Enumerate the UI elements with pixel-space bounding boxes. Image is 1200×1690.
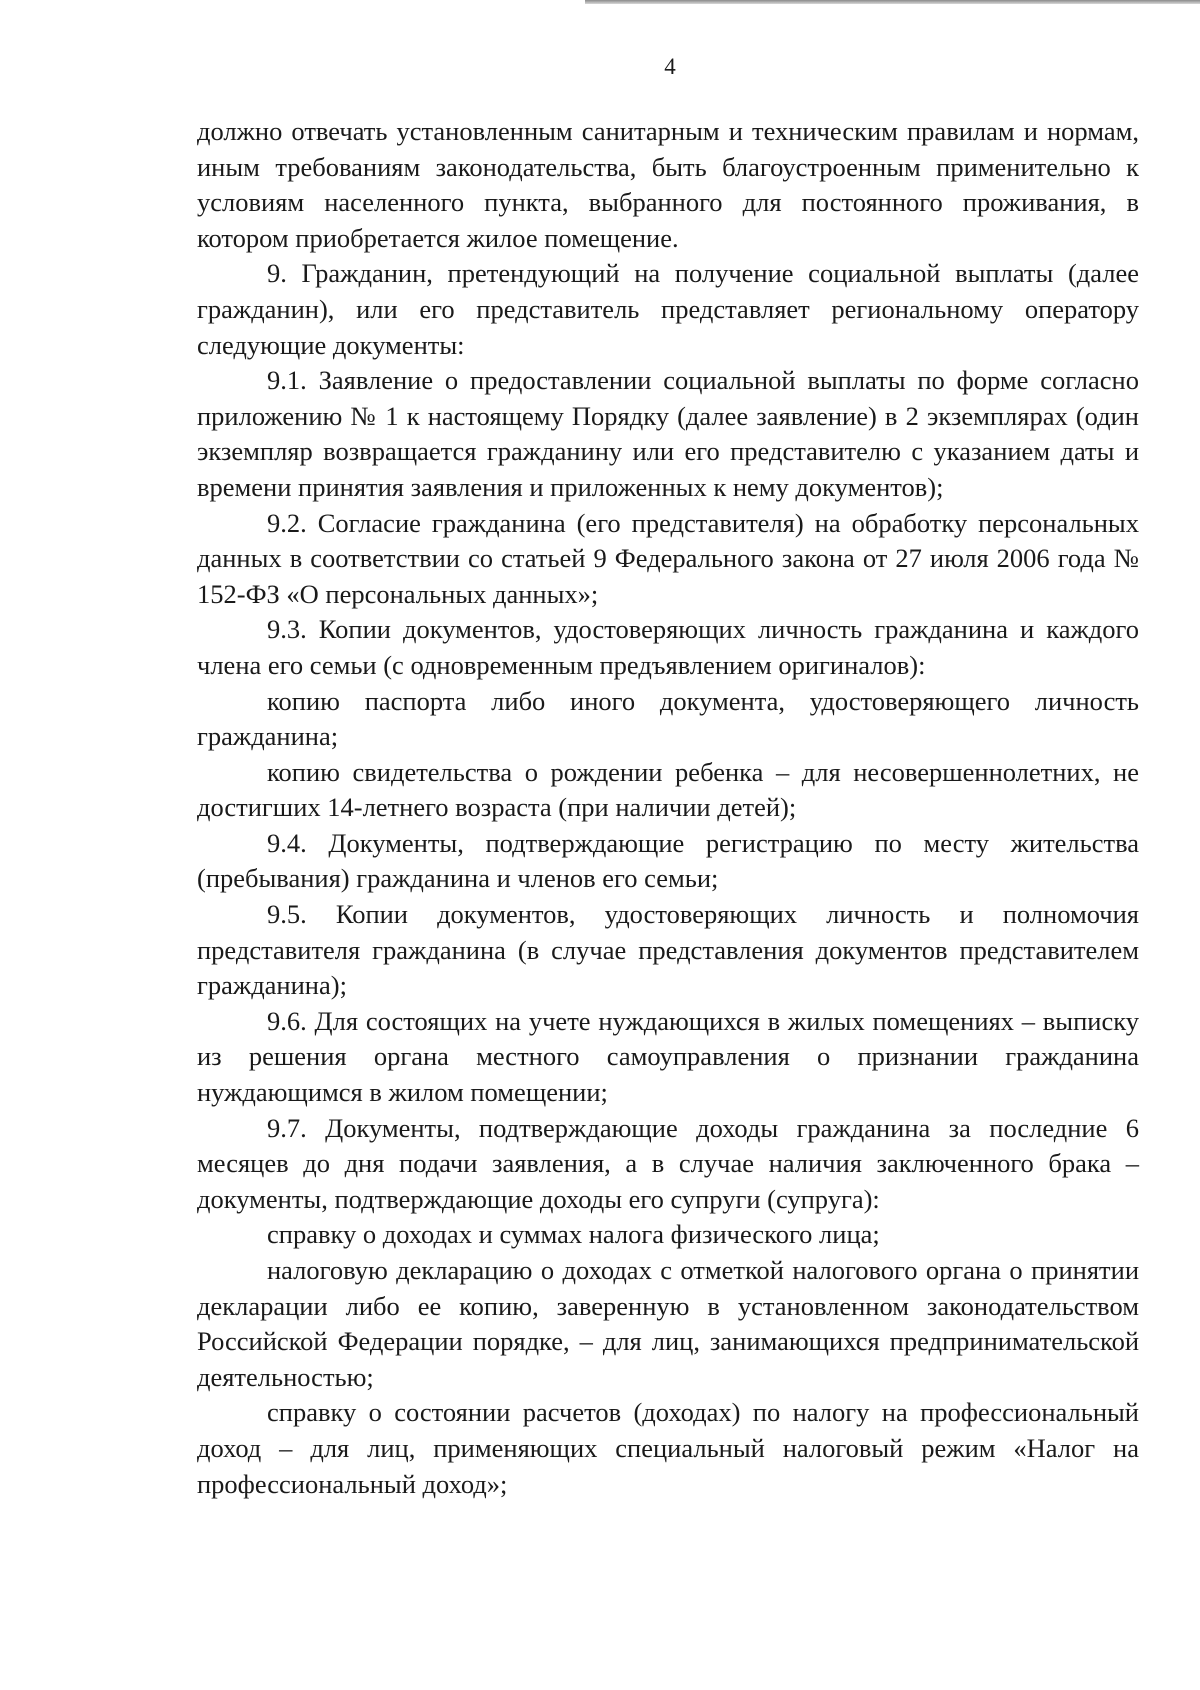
paragraph-income-certificate: справку о доходах и суммах налога физического лица; [267,1219,880,1250]
document-body [197,114,1139,1502]
paragraph-birth-certificate-copy: копию свидетельства о рождении ребенка – для несовершеннолетних, не достигших 14-летнего возраста (при наличии детей); [197,756,1139,823]
paragraph-item-9-4: 9.4. Документы, подтверждающие регистрацию по месту жительства (пребывания) гражданина и членов его семьи; [197,827,1139,894]
paragraph-continuation: должно отвечать установленным санитарным и техническим правилам и нормам, иным требованиям законодательства, быть благоустроенным применительно к условиям населенного пункта, выбранного для постоянного проживания, в котором приобретается жилое помещение. [197,116,1139,253]
scan-edge-shadow [585,0,1200,4]
paragraph-professional-income-tax: справку о состоянии расчетов (доходах) по налогу на профессиональный доход – для лиц, применяющих специальный налоговый режим «Налог на профессиональный доход»; [197,1397,1139,1499]
paragraph-passport-copy: копию паспорта либо иного документа, удостоверяющего личность гражданина; [197,685,1139,752]
paragraph-item-9-5: 9.5. Копии документов, удостоверяющих личность и полномочия представителя гражданина (в случае представления документов представителем гражданина); [197,899,1139,1001]
paragraph-tax-declaration: налоговую декларацию о доходах с отметкой налогового органа о принятии декларации либо ее копию, заверенную в установленном законодательством Российской Федерации порядке, – для лиц, занимающихся предпринимательской деятельностью; [197,1255,1139,1392]
paragraph-item-9-2: 9.2. Согласие гражданина (его представителя) на обработку персональных данных в соответствии со статьей 9 Федерального закона от 27 июля 2006 года № 152-ФЗ «О персональных данных»; [197,507,1139,609]
paragraph-item-9: 9. Гражданин, претендующий на получение социальной выплаты (далее гражданин), или его представитель представляет региональному оператору следующие документы: [197,258,1139,360]
paragraph-item-9-6: 9.6. Для состоящих на учете нуждающихся в жилых помещениях – выписку из решения органа местного самоуправления о признании гражданина нуждающимся в жилом помещении; [197,1005,1139,1108]
paragraph-item-9-1: 9.1. Заявление о предоставлении социальной выплаты по форме согласно приложению № 1 к настоящему Порядку (далее заявление) в 2 экземплярах (один экземпляр возвращается гражданину или его представителю с указанием даты и времени принятия заявления и приложенных к нему документов); [197,365,1139,502]
paragraph-item-9-3: 9.3. Копии документов, удостоверяющих личность гражданина и каждого члена его семьи (с одновременным предъявлением оригиналов): [197,614,1139,680]
page-number: 4 [664,54,676,79]
paragraph-item-9-7: 9.7. Документы, подтверждающие доходы гражданина за последние 6 месяцев до дня подачи заявления, а в случае наличия заключенного брака – документы, подтверждающие доходы его супруги (супруга): [197,1112,1139,1214]
